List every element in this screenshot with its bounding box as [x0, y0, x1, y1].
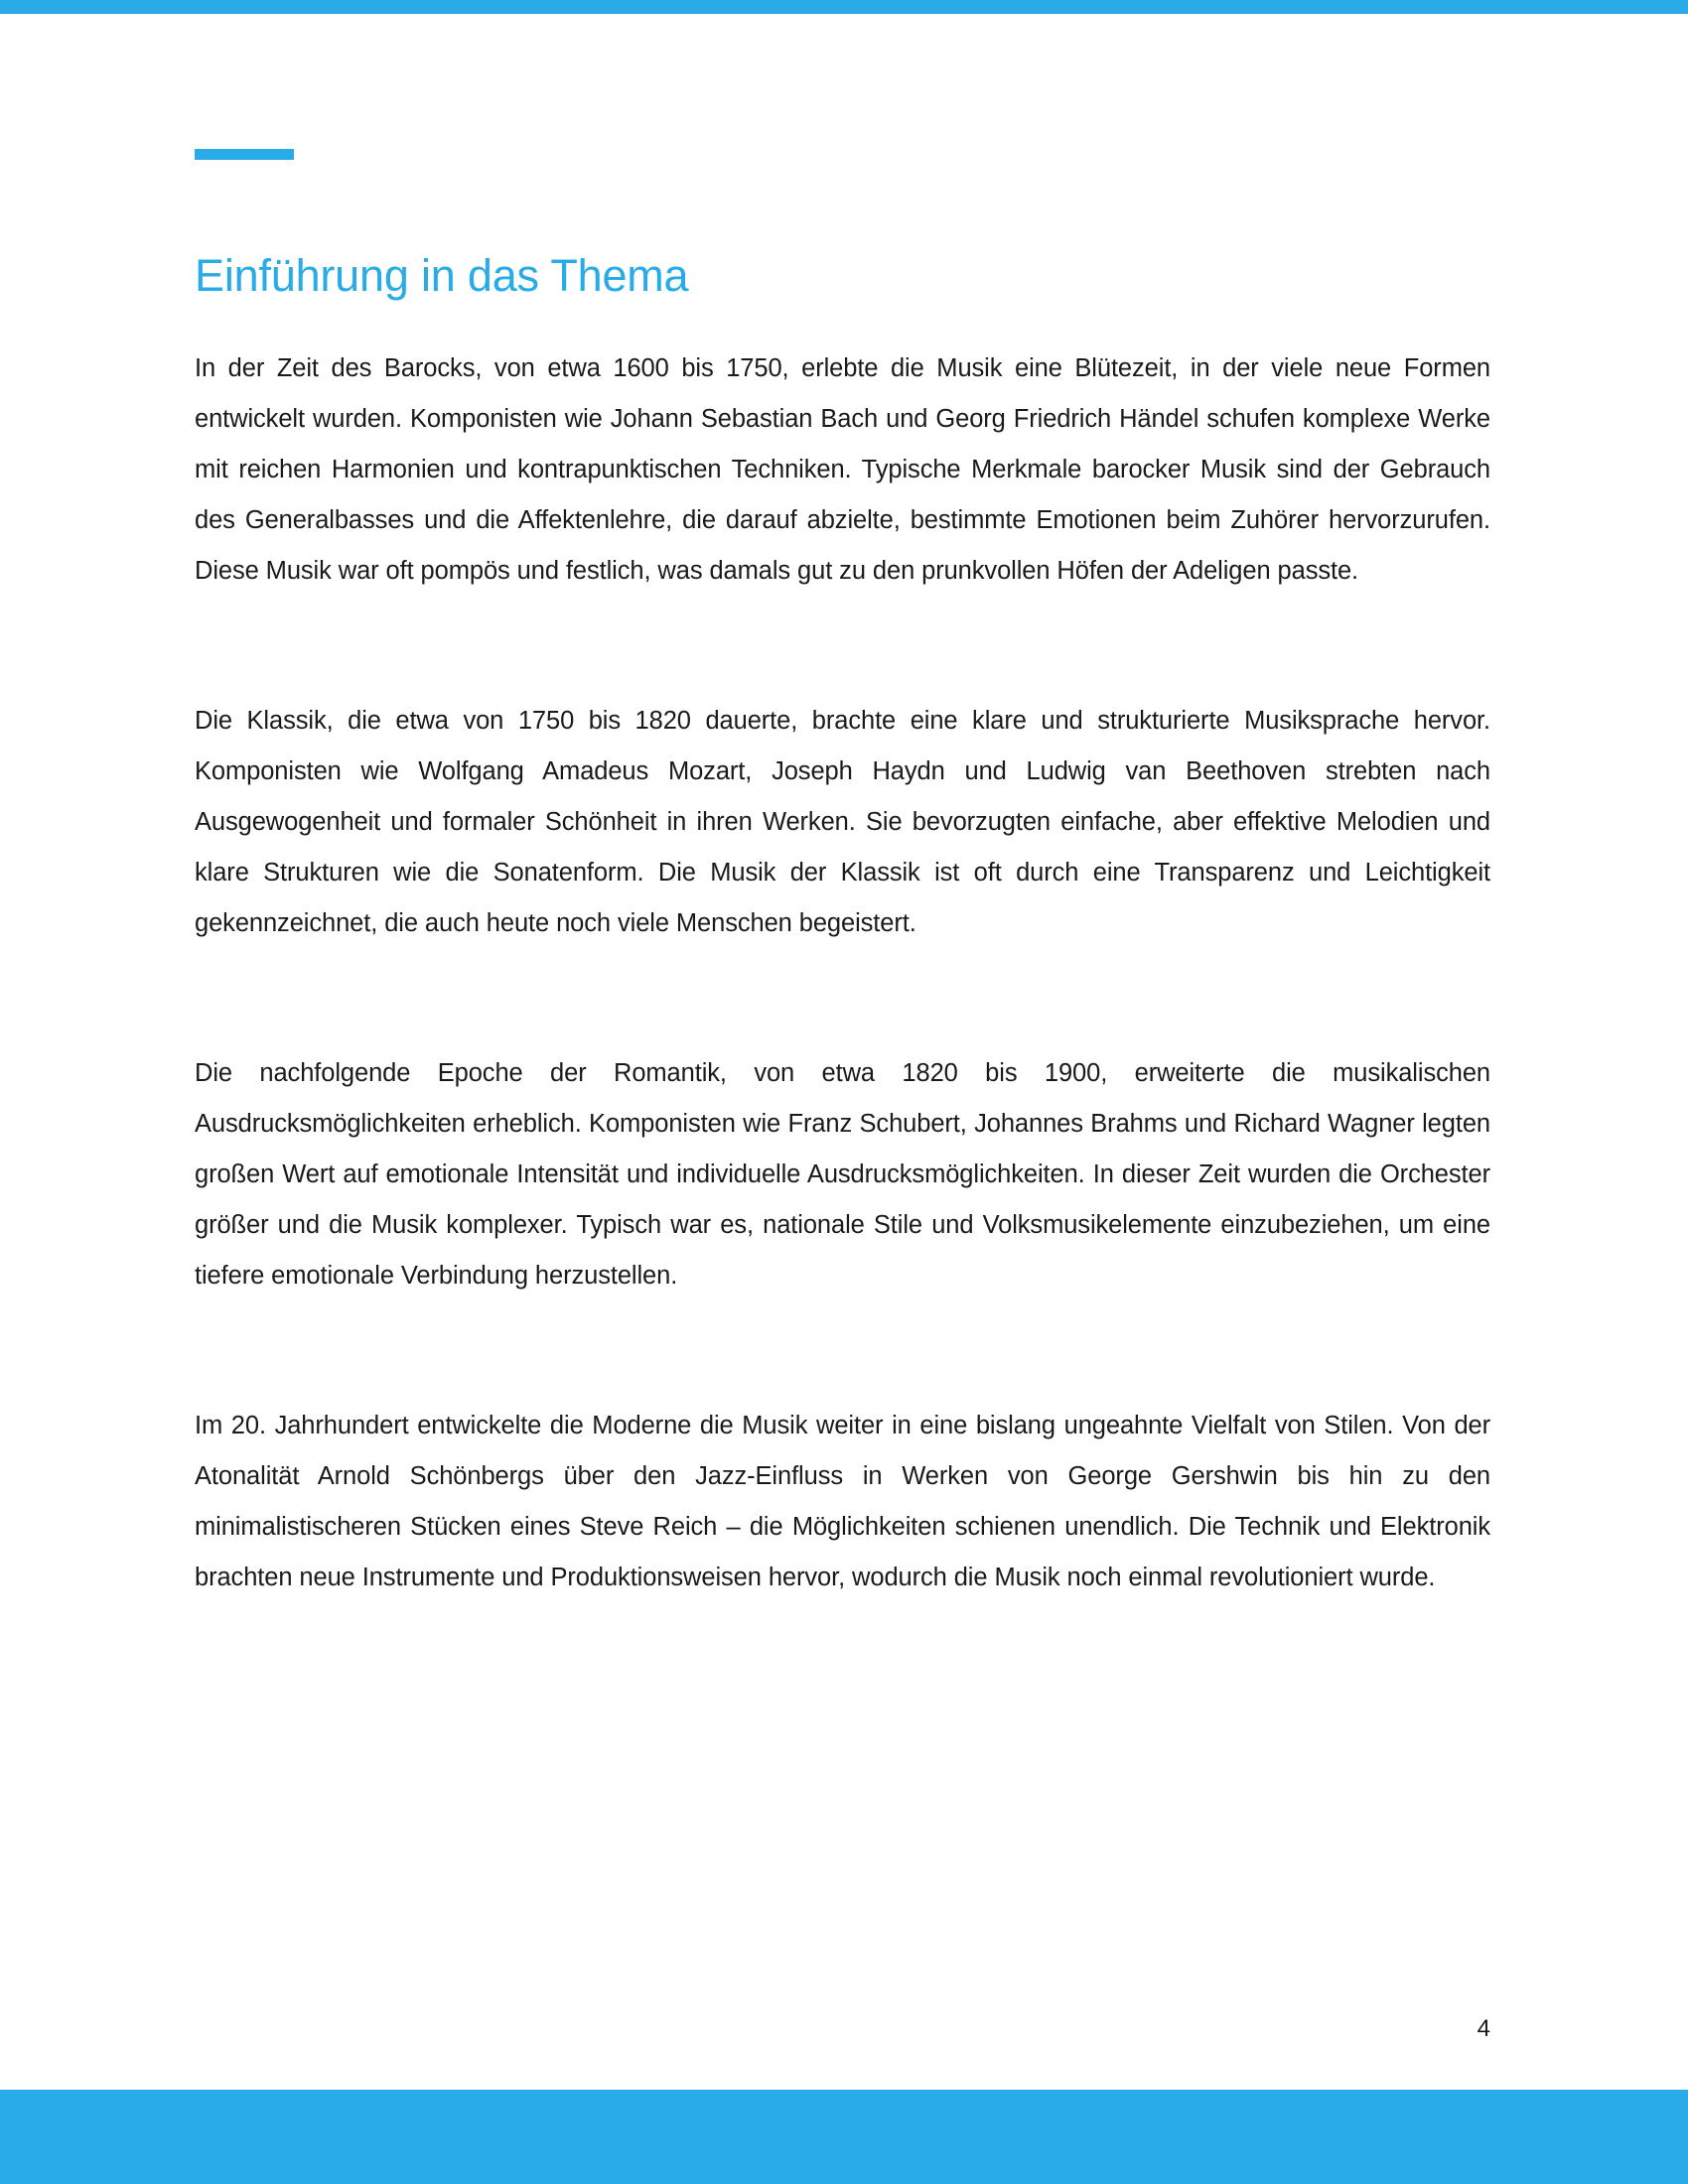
- page-number: 4: [1477, 2015, 1490, 2042]
- top-accent-bar: [0, 0, 1688, 14]
- body-paragraph-4: Im 20. Jahrhundert entwickelte die Moderne die Musik weiter in eine bislang ungeahnte Vielfalt von Stilen. Von der Atonalität Arnold Schönbergs über den Jazz-Einfluss in Werken von George Gershwin bis hin zu den minimalistischeren Stücken eines Steve Reich – die Möglichkeiten schienen unendlich. Die Technik und Elektronik brachten neue Instrumente und Produktionsweisen hervor, wodurch die Musik noch einmal revolutioniert wurde.: [195, 1411, 1490, 1591]
- body-paragraph-2: Die Klassik, die etwa von 1750 bis 1820 dauerte, brachte eine klare und strukturierte Musiksprache hervor. Komponisten wie Wolfgang Amadeus Mozart, Joseph Haydn und Ludwig van Beethoven strebten nach Ausgewogenheit und formaler Schönheit in ihren Werken. Sie bevorzugten einfache, aber effektive Melodien und klare Strukturen wie die Sonatenform. Die Musik der Klassik ist oft durch eine Transparenz und Leichtigkeit gekennzeichnet, die auch heute noch viele Menschen begeistert.: [195, 706, 1490, 937]
- heading-accent-dash: [195, 149, 294, 160]
- body-paragraph-3: Die nachfolgende Epoche der Romantik, von etwa 1820 bis 1900, erweiterte die musikalischen Ausdrucksmöglichkeiten erheblich. Komponisten wie Franz Schubert, Johannes Brahms und Richard Wagner legten großen Wert auf emotionale Intensität und individuelle Ausdrucksmöglichkeiten. In dieser Zeit wurden die Orchester größer und die Musik komplexer. Typisch war es, nationale Stile und Volksmusikelemente einzubeziehen, um eine tiefere emotionale Verbindung herzustellen.: [195, 1058, 1490, 1290]
- bottom-accent-bar: [0, 2090, 1688, 2184]
- page-title: Einführung in das Thema: [195, 250, 689, 301]
- body-paragraph-1: In der Zeit des Barocks, von etwa 1600 bis 1750, erlebte die Musik eine Blütezeit, in der viele neue Formen entwickelt wurden. Komponisten wie Johann Sebastian Bach und Georg Friedrich Händel schufen komplexe Werke mit reichen Harmonien und kontrapunktischen Techniken. Typische Merkmale barocker Musik sind der Gebrauch des Generalbasses und die Affektenlehre, die darauf abzielte, bestimmte Emotionen beim Zuhörer hervorzurufen. Diese Musik war oft pompös und festlich, was damals gut zu den prunkvollen Höfen der Adeligen passte.: [195, 353, 1490, 585]
- page-content: [195, 149, 1490, 1603]
